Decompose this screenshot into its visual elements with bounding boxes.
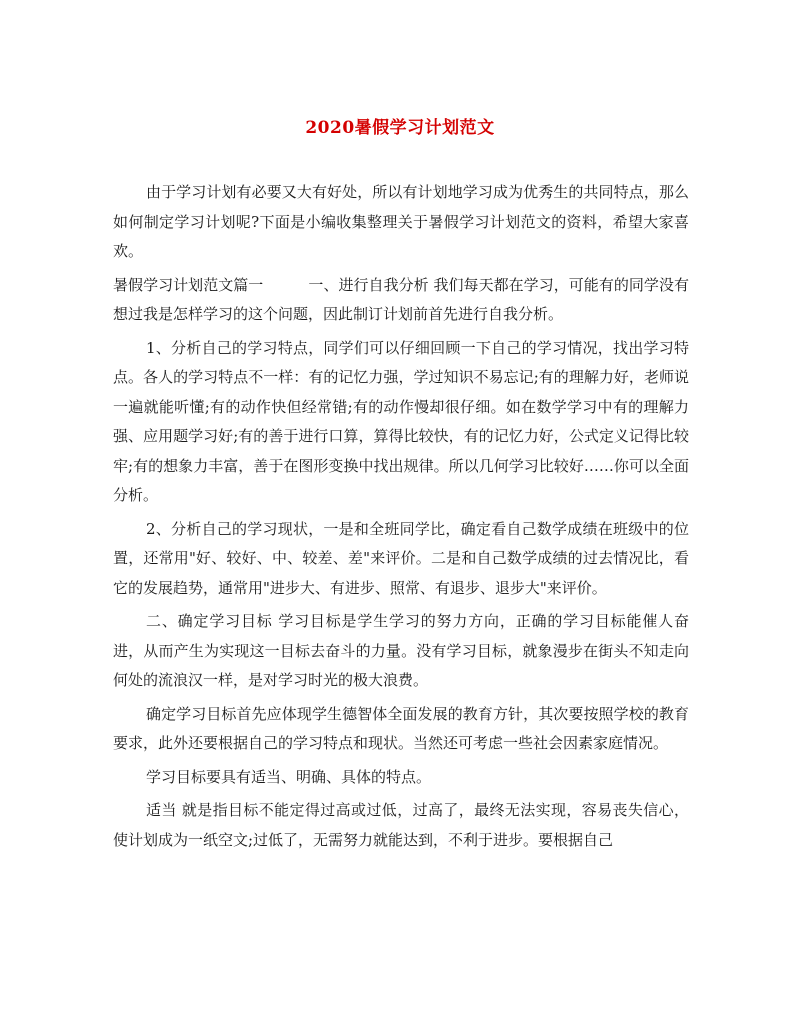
paragraph-intro: 由于学习计划有必要又大有好处，所以有计划地学习成为优秀生的共同特点，那么如何制定学习计划呢?下面是小编收集整理关于暑假学习计划范文的资料，希望大家喜欢。: [113, 183, 689, 260]
paragraph-appropriate: 适当 就是指目标不能定得过高或过低，过高了，最终无法实现，容易丧失信心，使计划成为一纸空文;过低了，无需努力就能达到，不利于进步。要根据自己: [113, 801, 689, 849]
paragraph-learning-traits: 1、分析自己的学习特点，同学们可以仔细回顾一下自己的学习情况，找出学习特点。各人的学习特点不一样：有的记忆力强，学过知识不易忘记;有的理解力好，老师说一遍就能听懂;有的动作快但经常错;有的动作慢却很仔细。如在数学学习中有的理解力强、应用题学习好;有的善于进行口算，算得比较快，有的记忆力好，公式定义记得比较牢;有的想象力丰富，善于在图形变换中找出规律。所以几何学习比较好……你可以全面分析。: [113, 338, 689, 504]
paragraph-learning-status: 2、分析自己的学习现状，一是和全班同学比，确定看自己数学成绩在班级中的位置，还常用"好、较好、中、较差、差"来评价。二是和自己数学成绩的过去情况比，看它的发展趋势，通常用"进步大、有进步、照常、有退步、退步大"来评价。: [113, 519, 689, 597]
paragraph-section-one: 暑假学习计划范文篇一 一、进行自我分析 我们每天都在学习，可能有的同学没有想过我是怎样学习的这个问题，因此制订计划前首先进行自我分析。: [113, 275, 689, 323]
paragraph-goal-principles: 确定学习目标首先应体现学生德智体全面发展的教育方针，其次要按照学校的教育要求，此外还要根据自己的学习特点和现状。当然还可考虑一些社会因素家庭情况。: [113, 704, 689, 752]
document-body: [113, 178, 689, 859]
document-title: 2020暑假学习计划范文: [305, 118, 495, 138]
paragraph-learning-goals: 二、确定学习目标 学习目标是学生学习的努力方向，正确的学习目标能催人奋进，从而产生为实现这一目标去奋斗的力量。没有学习目标，就象漫步在街头不知走向何处的流浪汉一样，是对学习时光的极大浪费。: [113, 612, 689, 689]
paragraph-goal-features: 学习目标要具有适当、明确、具体的特点。: [146, 767, 432, 786]
